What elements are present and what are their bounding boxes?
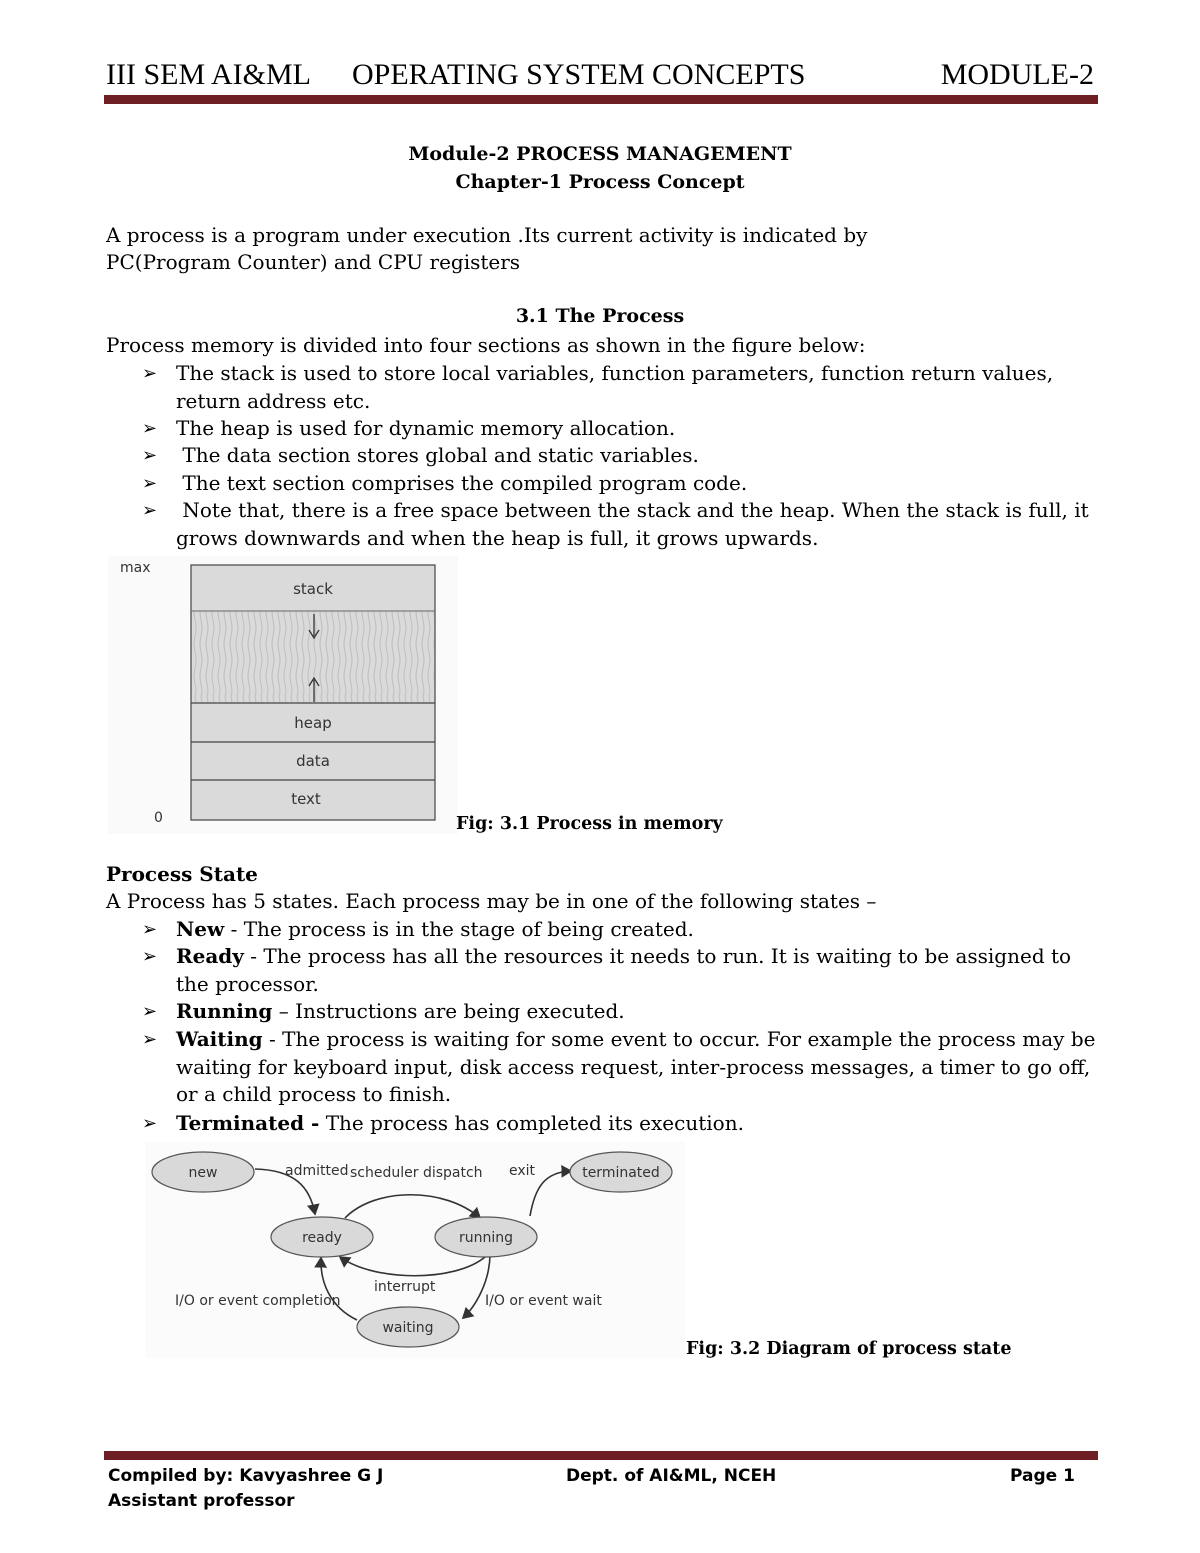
header-subject: OPERATING SYSTEM CONCEPTS	[352, 58, 806, 91]
bullet-arrow-icon: ➢	[142, 500, 158, 521]
bullet-arrow-icon: ➢	[142, 418, 158, 439]
list-item: ➢ Ready - The process has all the resources it needs to run. It is waiting to be assigned to the processor.	[142, 944, 1072, 996]
process-state-diagram	[145, 1142, 685, 1358]
footer-role: Assistant professor	[108, 1491, 295, 1511]
list-item: ➢ Note that, there is a free space between the stack and the heap. When the stack is full, it grows downwards and when the heap is full, it grows upwards.	[142, 498, 1095, 550]
bullet-arrow-icon: ➢	[142, 919, 158, 940]
header-module: MODULE-2	[940, 58, 1094, 91]
bullet-arrow-icon: ➢	[142, 946, 158, 967]
interrupt-label: interrupt	[374, 1279, 436, 1295]
state-waiting-label: waiting	[382, 1320, 434, 1336]
footer-compiled-by: Compiled by: Kavyashree G J	[108, 1466, 384, 1486]
exit-label: exit	[509, 1163, 536, 1179]
header-course: III SEM AI&ML	[106, 58, 311, 91]
footer-dept: Dept. of AI&ML, NCEH	[566, 1466, 777, 1486]
bullet-arrow-icon: ➢	[142, 1029, 158, 1050]
state-ready-label: ready	[302, 1230, 342, 1246]
state-running-label: running	[458, 1230, 514, 1246]
process-memory-figure	[108, 556, 458, 834]
state-terminated-label: terminated	[582, 1165, 660, 1181]
chapter-title: Chapter-1 Process Concept	[455, 171, 745, 193]
process-state-lead: A Process has 5 states. Each process may be in one of the following states –	[106, 889, 877, 913]
intro-line-2: PC(Program Counter) and CPU registers	[106, 250, 521, 274]
figure-2-caption: Fig: 3.2 Diagram of process state	[686, 1339, 1012, 1359]
io-completion-label: I/O or event completion	[175, 1293, 341, 1309]
process-state-heading: Process State	[106, 862, 258, 886]
state-new-label: new	[188, 1165, 218, 1181]
io-wait-label: I/O or event wait	[485, 1293, 602, 1309]
memory-data-label: data	[296, 752, 330, 770]
intro-line-1: A process is a program under execution .Its current activity is indicated by	[106, 223, 868, 247]
scheduler-dispatch-label: scheduler dispatch	[350, 1165, 483, 1181]
memory-text-label: text	[291, 790, 321, 808]
page-header	[106, 58, 1094, 98]
footer-rule	[104, 1451, 1098, 1460]
header-rule	[104, 95, 1098, 104]
footer-page-number: Page 1	[1010, 1466, 1075, 1486]
bullet-arrow-icon: ➢	[142, 445, 158, 466]
module-title: Module-2 PROCESS MANAGEMENT	[408, 143, 792, 165]
list-item: ➢ Waiting - The process is waiting for some event to occur. For example the process may be waiting for keyboard input, disk access request, inter-process messages, a timer to go off, or a child process to finish.	[142, 1027, 1096, 1106]
bullet-arrow-icon: ➢	[142, 363, 158, 384]
memory-stack-label: stack	[293, 580, 333, 598]
section-heading: 3.1 The Process	[515, 305, 685, 327]
memory-heap-label: heap	[294, 714, 332, 732]
bullet-arrow-icon: ➢	[142, 1001, 158, 1022]
list-item: ➢ The stack is used to store local variables, function parameters, function return values, return address etc.	[142, 361, 1054, 413]
bullet-arrow-icon: ➢	[142, 473, 158, 494]
memory-max-label: max	[120, 560, 151, 576]
section-lead: Process memory is divided into four sections as shown in the figure below:	[106, 333, 866, 357]
figure-1-caption: Fig: 3.1 Process in memory	[456, 814, 723, 834]
admitted-label: admitted	[285, 1163, 349, 1179]
bullet-arrow-icon: ➢	[142, 1113, 158, 1134]
memory-zero-label: 0	[154, 810, 163, 826]
